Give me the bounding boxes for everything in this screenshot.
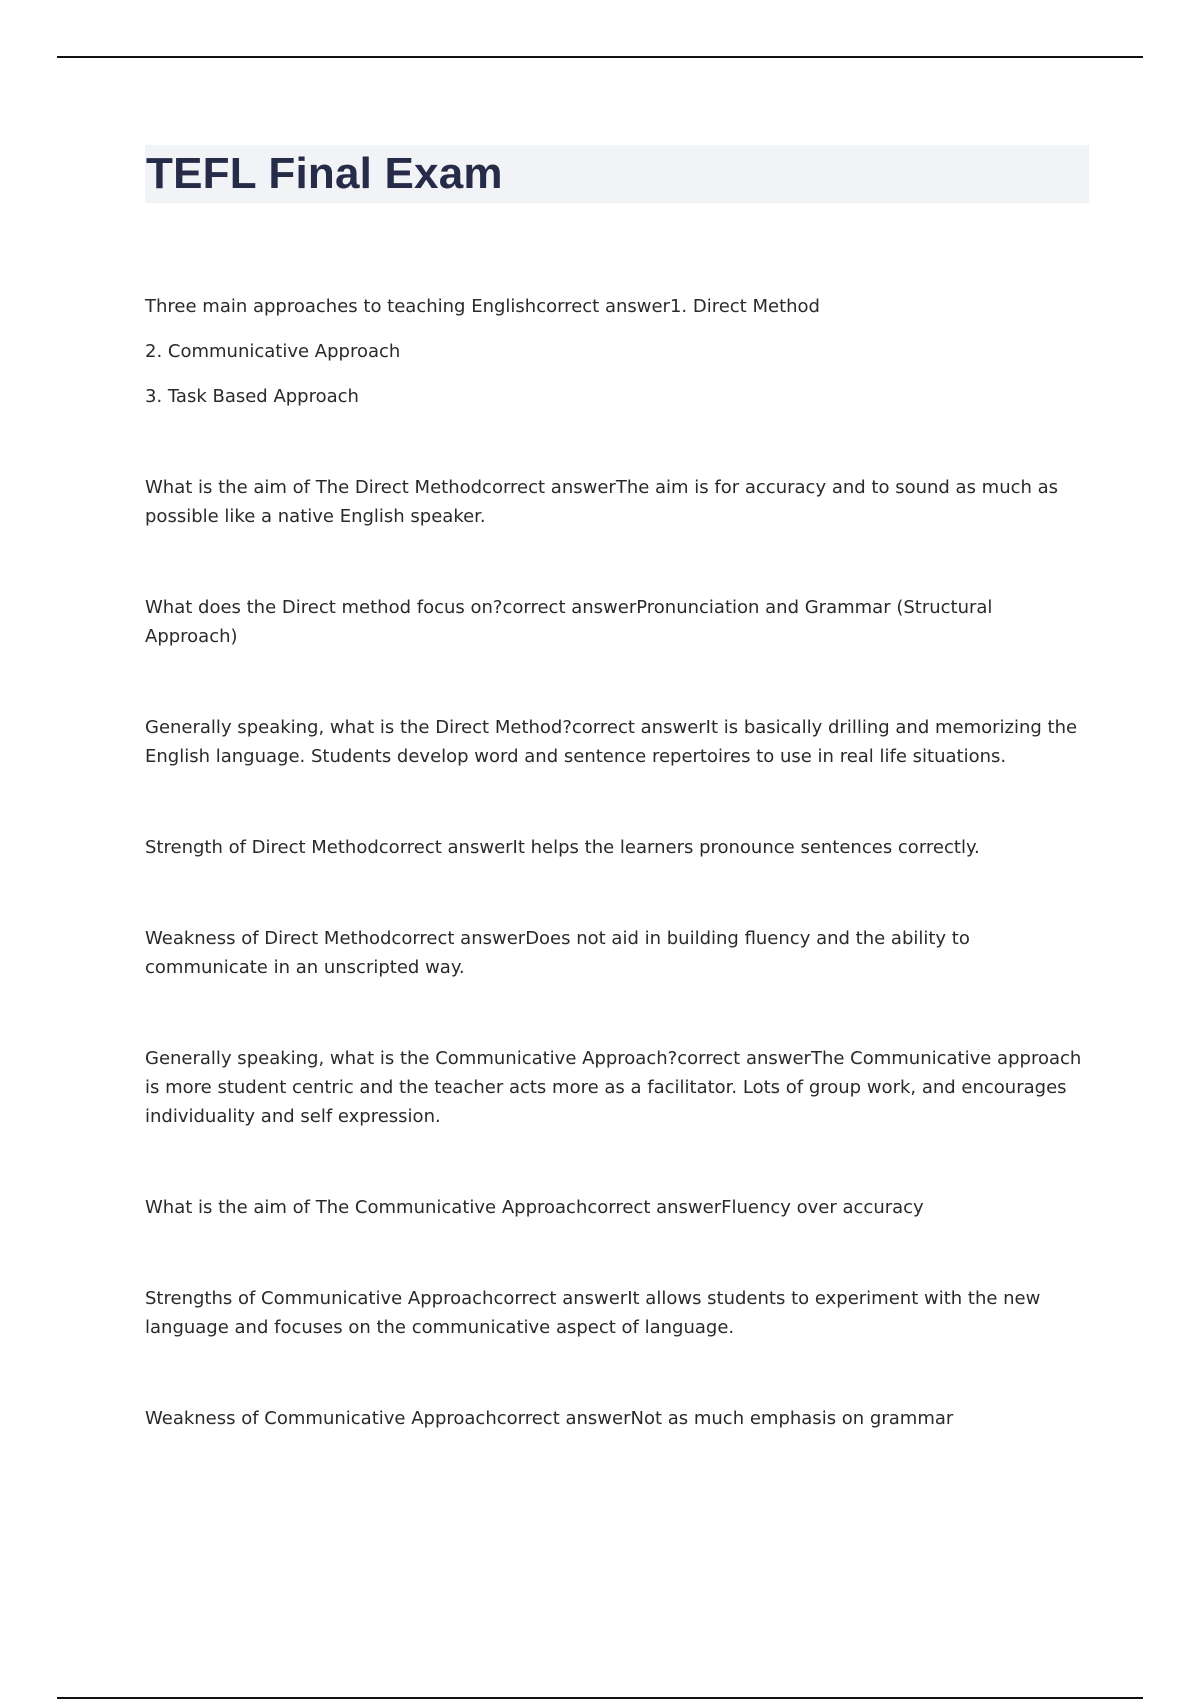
qa-list — [145, 292, 1090, 1433]
qa-entry — [145, 1193, 1090, 1222]
qa-entry — [145, 1044, 1090, 1131]
qa-entry — [145, 1404, 1090, 1433]
qa-text: Strength of Direct Methodcorrect answerIt helps the learners pronounce sentences correctly. — [145, 837, 980, 858]
qa-text: 3. Task Based Approach — [145, 386, 359, 407]
qa-entry — [145, 713, 1090, 771]
qa-text: Weakness of Direct Methodcorrect answerDoes not aid in building fluency and the ability to communicate in an unscripted way. — [145, 928, 970, 978]
document-title: TEFL Final Exam — [146, 149, 503, 198]
qa-text: Strengths of Communicative Approachcorrect answerIt allows students to experiment with the new language and focuses on the communicative aspect of language. — [145, 1288, 1041, 1338]
top-rule — [57, 56, 1143, 58]
document-body — [145, 145, 1090, 1495]
qa-text: What is the aim of The Direct Methodcorrect answerThe aim is for accuracy and to sound as much as possible like a native English speaker. — [145, 477, 1059, 527]
qa-text: Generally speaking, what is the Communicative Approach?correct answerThe Communicative approach is more student centric and the teacher acts more as a facilitator. Lots of group work, and encourages individuality and self expression. — [145, 1048, 1082, 1127]
title-banner — [145, 145, 1089, 203]
qa-entry — [145, 1284, 1090, 1342]
qa-text: Weakness of Communicative Approachcorrect answerNot as much emphasis on grammar — [145, 1408, 954, 1429]
qa-entry — [145, 924, 1090, 982]
qa-text: What is the aim of The Communicative Approachcorrect answerFluency over accuracy — [145, 1197, 924, 1218]
qa-text: Generally speaking, what is the Direct Method?correct answerIt is basically drilling and memorizing the English language. Students develop word and sentence repertoires to use in real life situations. — [145, 717, 1078, 767]
qa-entry — [145, 473, 1090, 531]
qa-entry — [145, 593, 1090, 651]
qa-entry — [145, 833, 1090, 862]
qa-text: 2. Communicative Approach — [145, 341, 401, 362]
qa-text: What does the Direct method focus on?correct answerPronunciation and Grammar (Structural Approach) — [145, 597, 993, 647]
bottom-rule — [57, 1697, 1143, 1699]
qa-entry — [145, 292, 1090, 411]
qa-text: Three main approaches to teaching Englishcorrect answer1. Direct Method — [145, 296, 820, 317]
